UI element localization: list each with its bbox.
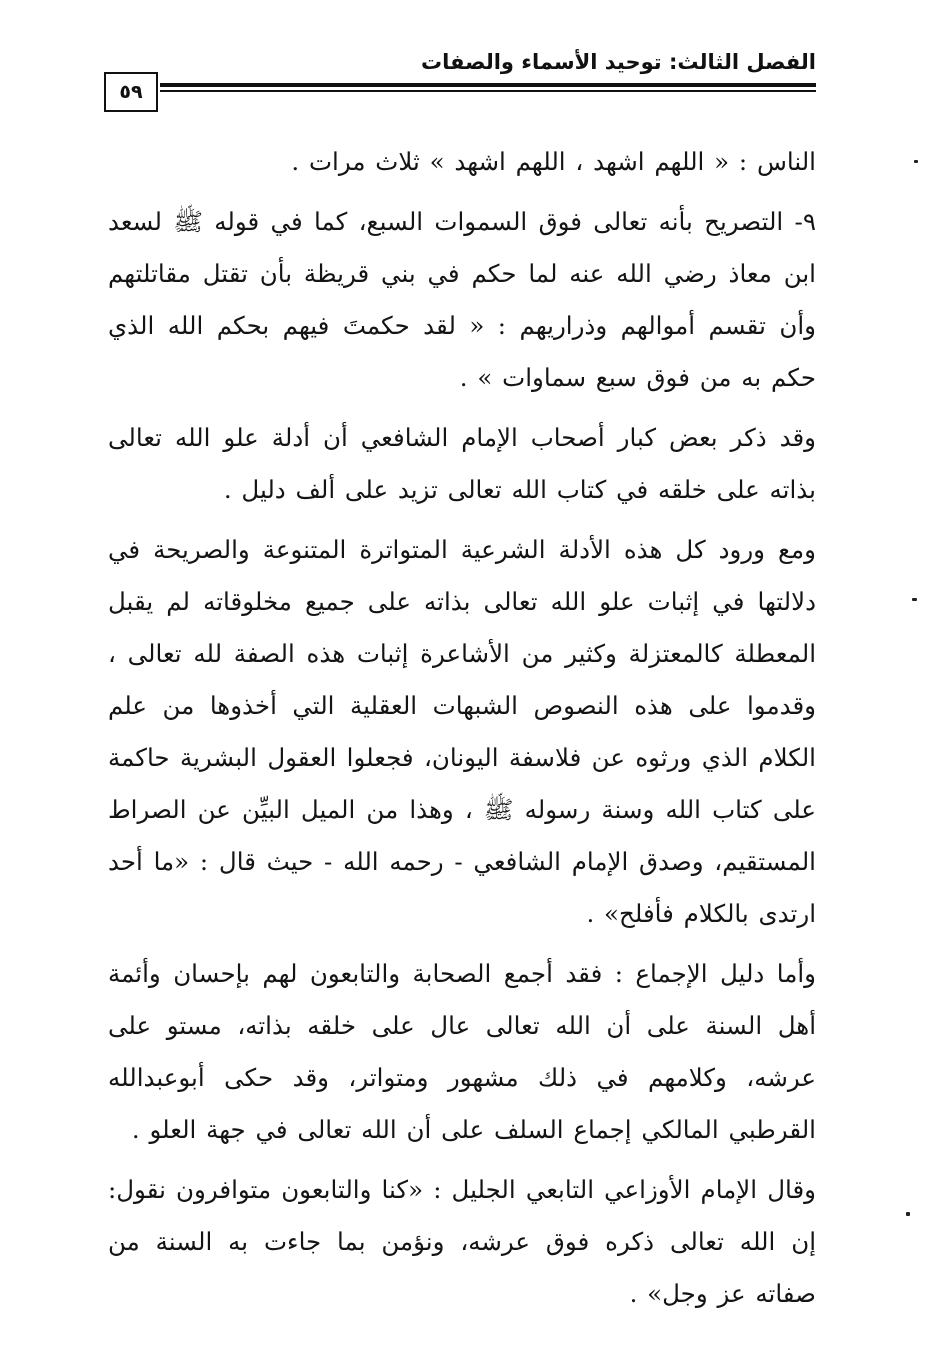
header-rule-thick	[160, 83, 816, 87]
header-rule-thin	[160, 90, 816, 92]
paragraph-5: وأما دليل الإجماع : فقد أجمع الصحابة والتابعون لهم بإحسان وأئمة أهل السنة على أن الله تعالى عال على خلقه بذاته، مستو على عرشه، وكلامهم في ذلك مشهور ومتواتر، وقد حكى أبوعبدالله القرطبي المالكي إجماع السلف على أن الله تعالى في جهة العلو .	[108, 959, 816, 1144]
paragraph-3: وقد ذكر بعض كبار أصحاب الإمام الشافعي أن أدلة علو الله تعالى بذاته على خلقه في كتاب الله تعالى تزيد على ألف دليل .	[108, 423, 816, 504]
scan-speck	[906, 1212, 910, 1216]
body-text	[108, 136, 816, 1328]
paragraph-6: وقال الإمام الأوزاعي التابعي الجليل : «كنا والتابعون متوافرون نقول: إن الله تعالى ذكره فوق عرشه، ونؤمن بما جاءت به السنة من صفاته عز وجل» .	[108, 1175, 816, 1308]
paragraph-1: الناس : « اللهم اشهد ، اللهم اشهد » ثلاث مرات .	[291, 147, 816, 176]
paragraph-4: ومع ورود كل هذه الأدلة الشرعية المتواترة المتنوعة والصريحة في دلالتها في إثبات علو الله تعالى بذاته على جميع مخلوقاته لم يقبل المعطلة كالمعتزلة وكثير من الأشاعرة إثبات هذه الصفة لله تعالى ، وقدموا على هذه النصوص الشبهات العقلية التي أخذوها من علم الكلام الذي ورثوه عن فلاسفة اليونان، فجعلوا العقول البشرية حاكمة على كتاب الله وسنة رسوله ﷺ ، وهذا من الميل البيِّن عن الصراط المستقيم، وصدق الإمام الشافعي - رحمه الله - حيث قال : «ما أحد ارتدى بالكلام فأفلح» .	[108, 535, 816, 928]
page-number: ٥٩	[104, 72, 158, 112]
chapter-title: الفصل الثالث: توحيد الأسماء والصفات	[421, 50, 816, 74]
scan-speck	[912, 598, 917, 601]
paragraph-2: ٩- التصريح بأنه تعالى فوق السموات السبع، كما في قوله ﷺ لسعد ابن معاذ رضي الله عنه لما حكم في بني قريظة بأن تقتل مقاتلتهم وأن تقسم أموالهم وذراريهم : « لقد حكمتَ فيهم بحكم الله الذي حكم به من فوق سبع سماوات » .	[108, 207, 816, 392]
scan-speck	[914, 160, 918, 163]
